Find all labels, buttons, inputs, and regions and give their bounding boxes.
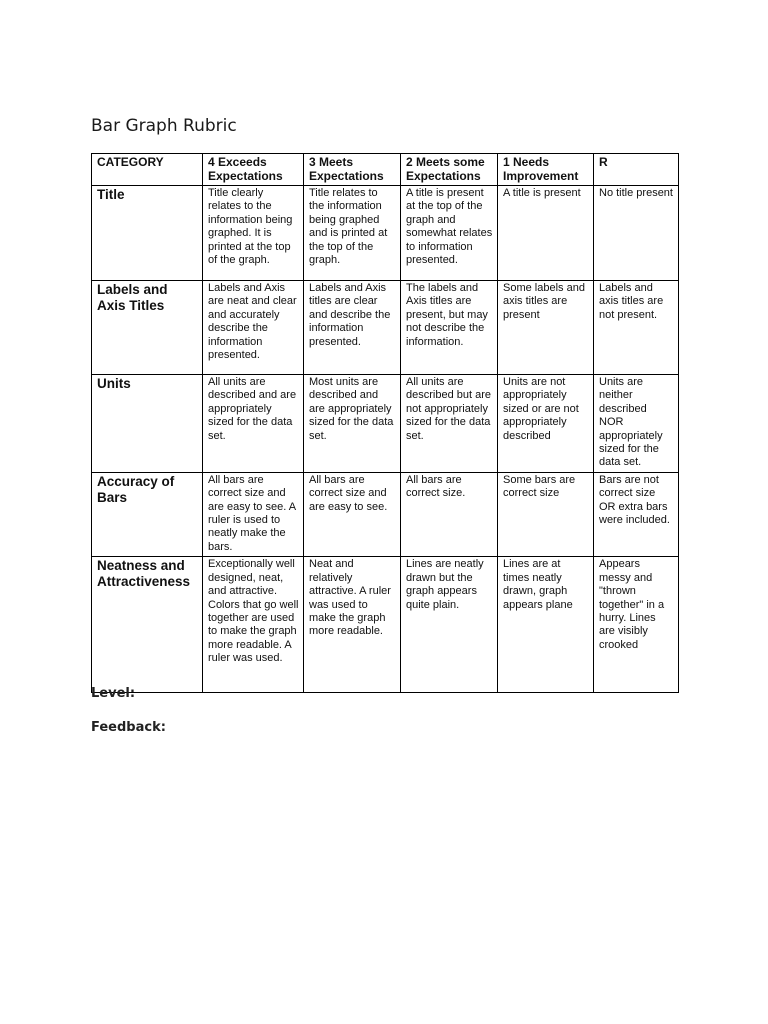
criteria-cell: Units are not appropriately sized or are not appropriately described (498, 375, 594, 473)
criteria-cell: Some labels and axis titles are present (498, 281, 594, 375)
criteria-cell: A title is present (498, 186, 594, 281)
criteria-cell: Lines are neatly drawn but the graph appears quite plain. (401, 557, 498, 693)
table-row (92, 281, 679, 375)
criteria-cell: Units are neither described NOR appropriately sized for the data set. (594, 375, 679, 473)
criteria-cell: Bars are not correct size OR extra bars were included. (594, 472, 679, 556)
category-cell: Labels and Axis Titles (92, 281, 203, 375)
feedback-label: Feedback: (91, 720, 166, 735)
header-level-2: 2 Meets some Expectations (401, 154, 498, 186)
criteria-cell: Title clearly relates to the information being graphed. It is printed at the top of the graph. (203, 186, 304, 281)
category-cell: Neatness and Attractiveness (92, 557, 203, 693)
criteria-cell: All units are described and are appropriately sized for the data set. (203, 375, 304, 473)
criteria-cell: Labels and axis titles are not present. (594, 281, 679, 375)
header-category: CATEGORY (92, 154, 203, 186)
rubric-table (91, 153, 679, 693)
table-row (92, 375, 679, 473)
criteria-cell: Neat and relatively attractive. A ruler was used to make the graph more readable. (304, 557, 401, 693)
criteria-cell: No title present (594, 186, 679, 281)
header-level-1: 1 Needs Improvement (498, 154, 594, 186)
criteria-cell: All bars are correct size and are easy to see. (304, 472, 401, 556)
criteria-cell: All units are described but are not appropriately sized for the data set. (401, 375, 498, 473)
criteria-cell: Lines are at times neatly drawn, graph appears plane (498, 557, 594, 693)
criteria-cell: Some bars are correct size (498, 472, 594, 556)
category-cell: Accuracy of Bars (92, 472, 203, 556)
header-level-3: 3 Meets Expectations (304, 154, 401, 186)
table-row (92, 186, 679, 281)
table-row (92, 472, 679, 556)
page-title: Bar Graph Rubric (91, 116, 237, 136)
criteria-cell: All bars are correct size. (401, 472, 498, 556)
criteria-cell: Labels and Axis are neat and clear and accurately describe the information presented. (203, 281, 304, 375)
criteria-cell: Labels and Axis titles are clear and describe the information presented. (304, 281, 401, 375)
category-cell: Units (92, 375, 203, 473)
header-row (92, 154, 679, 186)
header-level-4: 4 Exceeds Expectations (203, 154, 304, 186)
criteria-cell: Exceptionally well designed, neat, and attractive. Colors that go well together are used to make the graph more readable. A ruler was used. (203, 557, 304, 693)
criteria-cell: A title is present at the top of the graph and somewhat relates to information presented. (401, 186, 498, 281)
criteria-cell: The labels and Axis titles are present, but may not describe the information. (401, 281, 498, 375)
criteria-cell: Appears messy and "thrown together" in a hurry. Lines are visibly crooked (594, 557, 679, 693)
criteria-cell: Most units are described and are appropriately sized for the data set. (304, 375, 401, 473)
criteria-cell: Title relates to the information being graphed and is printed at the top of the graph. (304, 186, 401, 281)
category-cell: Title (92, 186, 203, 281)
level-label: Level: (91, 686, 136, 701)
header-level-r: R (594, 154, 679, 186)
table-row (92, 557, 679, 693)
criteria-cell: All bars are correct size and are easy to see. A ruler is used to neatly make the bars. (203, 472, 304, 556)
